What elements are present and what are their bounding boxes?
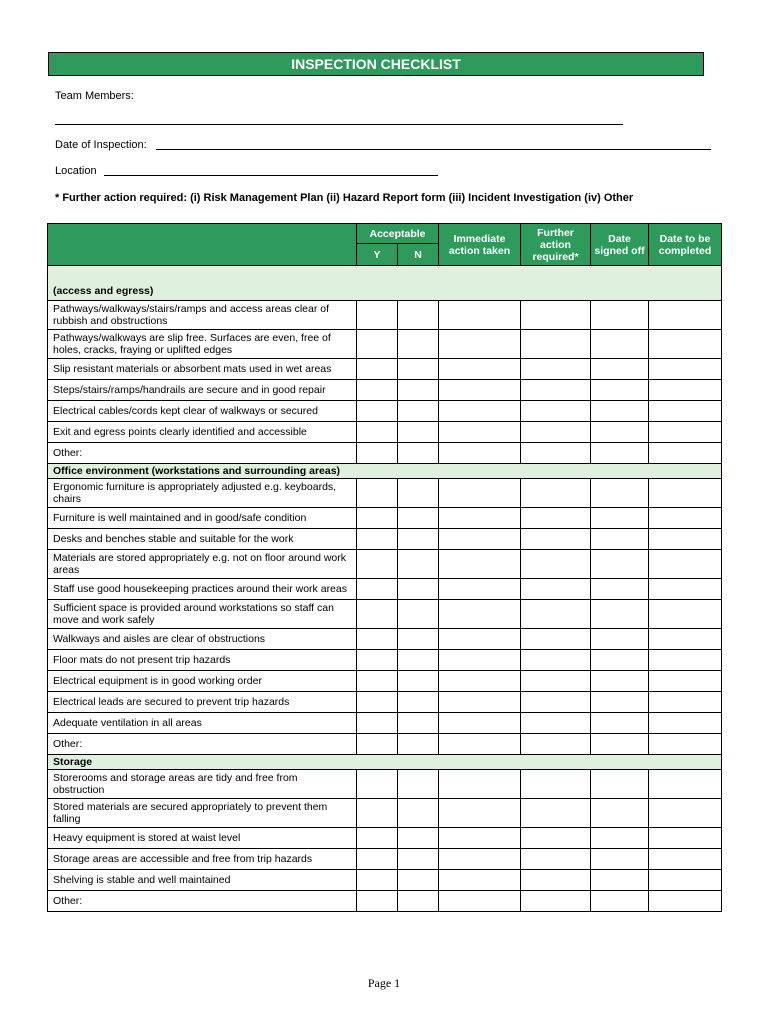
further-action-cell[interactable] (521, 849, 591, 870)
item-label: Storerooms and storage areas are tidy and free from obstruction (48, 770, 357, 799)
further-action-cell[interactable] (521, 713, 591, 734)
section-header-row (48, 266, 722, 301)
table-row (48, 550, 722, 579)
y-cell[interactable] (357, 443, 398, 464)
date-signed-off-cell[interactable] (591, 508, 649, 529)
header-y: Y (357, 244, 398, 266)
table-row (48, 891, 722, 912)
item-label: Electrical equipment is in good working order (48, 671, 357, 692)
date-signed-off-cell[interactable] (591, 401, 649, 422)
table-row (48, 508, 722, 529)
further-action-cell[interactable] (521, 401, 591, 422)
immediate-action-cell[interactable] (439, 799, 521, 828)
item-label: Adequate ventilation in all areas (48, 713, 357, 734)
date-to-be-completed-cell[interactable] (649, 422, 722, 443)
date-signed-off-cell[interactable] (591, 828, 649, 849)
header-date-signed-off: Date signed off (591, 224, 649, 266)
page-title: INSPECTION CHECKLIST (48, 52, 704, 76)
item-label: Other: (48, 443, 357, 464)
table-row (48, 422, 722, 443)
further-action-cell[interactable] (521, 359, 591, 380)
date-to-be-completed-cell[interactable] (649, 479, 722, 508)
table-row (48, 479, 722, 508)
y-cell[interactable] (357, 479, 398, 508)
further-action-cell[interactable] (521, 479, 591, 508)
table-row (48, 770, 722, 799)
date-to-be-completed-cell[interactable] (649, 579, 722, 600)
n-cell[interactable] (398, 443, 439, 464)
item-label: Slip resistant materials or absorbent mats used in wet areas (48, 359, 357, 380)
header-n: N (398, 244, 439, 266)
immediate-action-cell[interactable] (439, 713, 521, 734)
date-signed-off-cell[interactable] (591, 692, 649, 713)
immediate-action-cell[interactable] (439, 650, 521, 671)
date-signed-off-cell[interactable] (591, 301, 649, 330)
table-row (48, 870, 722, 891)
immediate-action-cell[interactable] (439, 479, 521, 508)
header-further-action: Further action required* (521, 224, 591, 266)
section-title: (access and egress) (48, 266, 722, 301)
table-row (48, 713, 722, 734)
immediate-action-cell[interactable] (439, 401, 521, 422)
item-label: Floor mats do not present trip hazards (48, 650, 357, 671)
further-action-cell[interactable] (521, 301, 591, 330)
y-cell[interactable] (357, 359, 398, 380)
n-cell[interactable] (398, 359, 439, 380)
item-label: Furniture is well maintained and in good/safe condition (48, 508, 357, 529)
n-cell[interactable] (398, 734, 439, 755)
n-cell[interactable] (398, 401, 439, 422)
y-cell[interactable] (357, 301, 398, 330)
date-signed-off-cell[interactable] (591, 579, 649, 600)
date-signed-off-cell[interactable] (591, 650, 649, 671)
date-to-be-completed-cell[interactable] (649, 330, 722, 359)
table-row (48, 301, 722, 330)
date-signed-off-cell[interactable] (591, 529, 649, 550)
team-members-label: Team Members: (55, 90, 134, 102)
date-to-be-completed-cell[interactable] (649, 301, 722, 330)
item-label: Walkways and aisles are clear of obstructions (48, 629, 357, 650)
immediate-action-cell[interactable] (439, 529, 521, 550)
date-to-be-completed-cell[interactable] (649, 443, 722, 464)
section-header-row (48, 464, 722, 479)
further-action-cell[interactable] (521, 550, 591, 579)
date-to-be-completed-cell[interactable] (649, 550, 722, 579)
date-signed-off-cell[interactable] (591, 891, 649, 912)
header-item-column (48, 224, 357, 266)
date-to-be-completed-cell[interactable] (649, 600, 722, 629)
immediate-action-cell[interactable] (439, 600, 521, 629)
n-cell[interactable] (398, 629, 439, 650)
date-of-inspection-label: Date of Inspection: (55, 139, 147, 151)
item-label: Exit and egress points clearly identified and accessible (48, 422, 357, 443)
date-to-be-completed-cell[interactable] (649, 713, 722, 734)
item-label: Staff use good housekeeping practices around their work areas (48, 579, 357, 600)
date-signed-off-cell[interactable] (591, 422, 649, 443)
y-cell[interactable] (357, 629, 398, 650)
date-signed-off-cell[interactable] (591, 713, 649, 734)
date-to-be-completed-cell[interactable] (649, 799, 722, 828)
y-cell[interactable] (357, 401, 398, 422)
y-cell[interactable] (357, 579, 398, 600)
further-action-cell[interactable] (521, 600, 591, 629)
further-action-cell[interactable] (521, 770, 591, 799)
n-cell[interactable] (398, 870, 439, 891)
date-signed-off-cell[interactable] (591, 330, 649, 359)
date-to-be-completed-cell[interactable] (649, 401, 722, 422)
immediate-action-cell[interactable] (439, 550, 521, 579)
table-row (48, 629, 722, 650)
immediate-action-cell[interactable] (439, 330, 521, 359)
date-signed-off-cell[interactable] (591, 870, 649, 891)
further-action-cell[interactable] (521, 330, 591, 359)
y-cell[interactable] (357, 600, 398, 629)
further-action-cell[interactable] (521, 870, 591, 891)
further-action-cell[interactable] (521, 629, 591, 650)
immediate-action-cell[interactable] (439, 380, 521, 401)
table-row (48, 849, 722, 870)
y-cell[interactable] (357, 508, 398, 529)
table-row (48, 579, 722, 600)
immediate-action-cell[interactable] (439, 692, 521, 713)
y-cell[interactable] (357, 799, 398, 828)
table-row (48, 380, 722, 401)
date-to-be-completed-cell[interactable] (649, 508, 722, 529)
immediate-action-cell[interactable] (439, 579, 521, 600)
further-action-cell[interactable] (521, 579, 591, 600)
item-label: Other: (48, 891, 357, 912)
date-to-be-completed-cell[interactable] (649, 870, 722, 891)
y-cell[interactable] (357, 828, 398, 849)
date-to-be-completed-cell[interactable] (649, 629, 722, 650)
date-to-be-completed-cell[interactable] (649, 770, 722, 799)
further-action-cell[interactable] (521, 422, 591, 443)
y-cell[interactable] (357, 671, 398, 692)
n-cell[interactable] (398, 330, 439, 359)
y-cell[interactable] (357, 713, 398, 734)
n-cell[interactable] (398, 891, 439, 912)
n-cell[interactable] (398, 713, 439, 734)
n-cell[interactable] (398, 422, 439, 443)
immediate-action-cell[interactable] (439, 891, 521, 912)
table-row (48, 401, 722, 422)
date-signed-off-cell[interactable] (591, 359, 649, 380)
n-cell[interactable] (398, 799, 439, 828)
further-action-cell[interactable] (521, 443, 591, 464)
date-of-inspection-line[interactable] (156, 149, 711, 150)
header-date-to-be-completed: Date to be completed (649, 224, 722, 266)
item-label: Heavy equipment is stored at waist level (48, 828, 357, 849)
y-cell[interactable] (357, 870, 398, 891)
n-cell[interactable] (398, 849, 439, 870)
immediate-action-cell[interactable] (439, 508, 521, 529)
table-row (48, 692, 722, 713)
further-action-note: * Further action required: (i) Risk Management Plan (ii) Hazard Report form (iii) Incident Investigation (iv) Other (55, 192, 634, 204)
table-row (48, 671, 722, 692)
immediate-action-cell[interactable] (439, 828, 521, 849)
y-cell[interactable] (357, 734, 398, 755)
date-signed-off-cell[interactable] (591, 550, 649, 579)
further-action-cell[interactable] (521, 650, 591, 671)
date-signed-off-cell[interactable] (591, 799, 649, 828)
further-action-cell[interactable] (521, 891, 591, 912)
further-action-cell[interactable] (521, 799, 591, 828)
y-cell[interactable] (357, 550, 398, 579)
date-to-be-completed-cell[interactable] (649, 734, 722, 755)
immediate-action-cell[interactable] (439, 301, 521, 330)
immediate-action-cell[interactable] (439, 849, 521, 870)
item-label: Stored materials are secured appropriately to prevent them falling (48, 799, 357, 828)
date-to-be-completed-cell[interactable] (649, 692, 722, 713)
table-row (48, 600, 722, 629)
item-label: Desks and benches stable and suitable for the work (48, 529, 357, 550)
table-row (48, 330, 722, 359)
y-cell[interactable] (357, 849, 398, 870)
immediate-action-cell[interactable] (439, 629, 521, 650)
table-row (48, 734, 722, 755)
y-cell[interactable] (357, 891, 398, 912)
further-action-cell[interactable] (521, 734, 591, 755)
header-acceptable: Acceptable (357, 224, 439, 244)
item-label: Pathways/walkways/stairs/ramps and access areas clear of rubbish and obstructions (48, 301, 357, 330)
further-action-cell[interactable] (521, 692, 591, 713)
item-label: Pathways/walkways are slip free. Surfaces are even, free of holes, cracks, fraying or uplifted edges (48, 330, 357, 359)
item-label: Other: (48, 734, 357, 755)
n-cell[interactable] (398, 770, 439, 799)
date-signed-off-cell[interactable] (591, 734, 649, 755)
date-signed-off-cell[interactable] (591, 600, 649, 629)
date-to-be-completed-cell[interactable] (649, 849, 722, 870)
date-signed-off-cell[interactable] (591, 671, 649, 692)
location-line[interactable] (104, 175, 438, 176)
y-cell[interactable] (357, 770, 398, 799)
further-action-cell[interactable] (521, 529, 591, 550)
immediate-action-cell[interactable] (439, 359, 521, 380)
table-row (48, 828, 722, 849)
n-cell[interactable] (398, 600, 439, 629)
item-label: Electrical leads are secured to prevent trip hazards (48, 692, 357, 713)
date-signed-off-cell[interactable] (591, 479, 649, 508)
item-label: Electrical cables/cords kept clear of walkways or secured (48, 401, 357, 422)
item-label: Shelving is stable and well maintained (48, 870, 357, 891)
y-cell[interactable] (357, 529, 398, 550)
n-cell[interactable] (398, 579, 439, 600)
header-immediate-action: Immediate action taken (439, 224, 521, 266)
y-cell[interactable] (357, 692, 398, 713)
date-to-be-completed-cell[interactable] (649, 891, 722, 912)
date-to-be-completed-cell[interactable] (649, 650, 722, 671)
further-action-cell[interactable] (521, 671, 591, 692)
further-action-cell[interactable] (521, 508, 591, 529)
n-cell[interactable] (398, 828, 439, 849)
date-signed-off-cell[interactable] (591, 443, 649, 464)
y-cell[interactable] (357, 422, 398, 443)
date-signed-off-cell[interactable] (591, 770, 649, 799)
n-cell[interactable] (398, 529, 439, 550)
date-signed-off-cell[interactable] (591, 629, 649, 650)
item-label: Materials are stored appropriately e.g. not on floor around work areas (48, 550, 357, 579)
n-cell[interactable] (398, 550, 439, 579)
y-cell[interactable] (357, 650, 398, 671)
section-title: Office environment (workstations and surrounding areas) (48, 464, 722, 479)
n-cell[interactable] (398, 692, 439, 713)
n-cell[interactable] (398, 508, 439, 529)
item-label: Ergonomic furniture is appropriately adjusted e.g. keyboards, chairs (48, 479, 357, 508)
date-to-be-completed-cell[interactable] (649, 359, 722, 380)
location-label: Location (55, 165, 97, 177)
date-to-be-completed-cell[interactable] (649, 671, 722, 692)
date-to-be-completed-cell[interactable] (649, 828, 722, 849)
section-title: Storage (48, 755, 722, 770)
immediate-action-cell[interactable] (439, 734, 521, 755)
immediate-action-cell[interactable] (439, 870, 521, 891)
y-cell[interactable] (357, 380, 398, 401)
further-action-cell[interactable] (521, 380, 591, 401)
y-cell[interactable] (357, 330, 398, 359)
page-number: Page 1 (367, 976, 401, 990)
table-row (48, 650, 722, 671)
item-label: Steps/stairs/ramps/handrails are secure and in good repair (48, 380, 357, 401)
n-cell[interactable] (398, 380, 439, 401)
table-row (48, 529, 722, 550)
table-row (48, 799, 722, 828)
n-cell[interactable] (398, 479, 439, 508)
immediate-action-cell[interactable] (439, 671, 521, 692)
n-cell[interactable] (398, 671, 439, 692)
n-cell[interactable] (398, 301, 439, 330)
section-header-row (48, 755, 722, 770)
date-signed-off-cell[interactable] (591, 849, 649, 870)
immediate-action-cell[interactable] (439, 422, 521, 443)
n-cell[interactable] (398, 650, 439, 671)
table-row (48, 359, 722, 380)
item-label: Storage areas are accessible and free from trip hazards (48, 849, 357, 870)
further-action-cell[interactable] (521, 828, 591, 849)
immediate-action-cell[interactable] (439, 770, 521, 799)
table-row (48, 443, 722, 464)
immediate-action-cell[interactable] (439, 443, 521, 464)
date-to-be-completed-cell[interactable] (649, 380, 722, 401)
date-to-be-completed-cell[interactable] (649, 529, 722, 550)
item-label: Sufficient space is provided around workstations so staff can move and work safely (48, 600, 357, 629)
team-members-line[interactable] (55, 124, 623, 125)
date-signed-off-cell[interactable] (591, 380, 649, 401)
inspection-table (47, 223, 722, 912)
